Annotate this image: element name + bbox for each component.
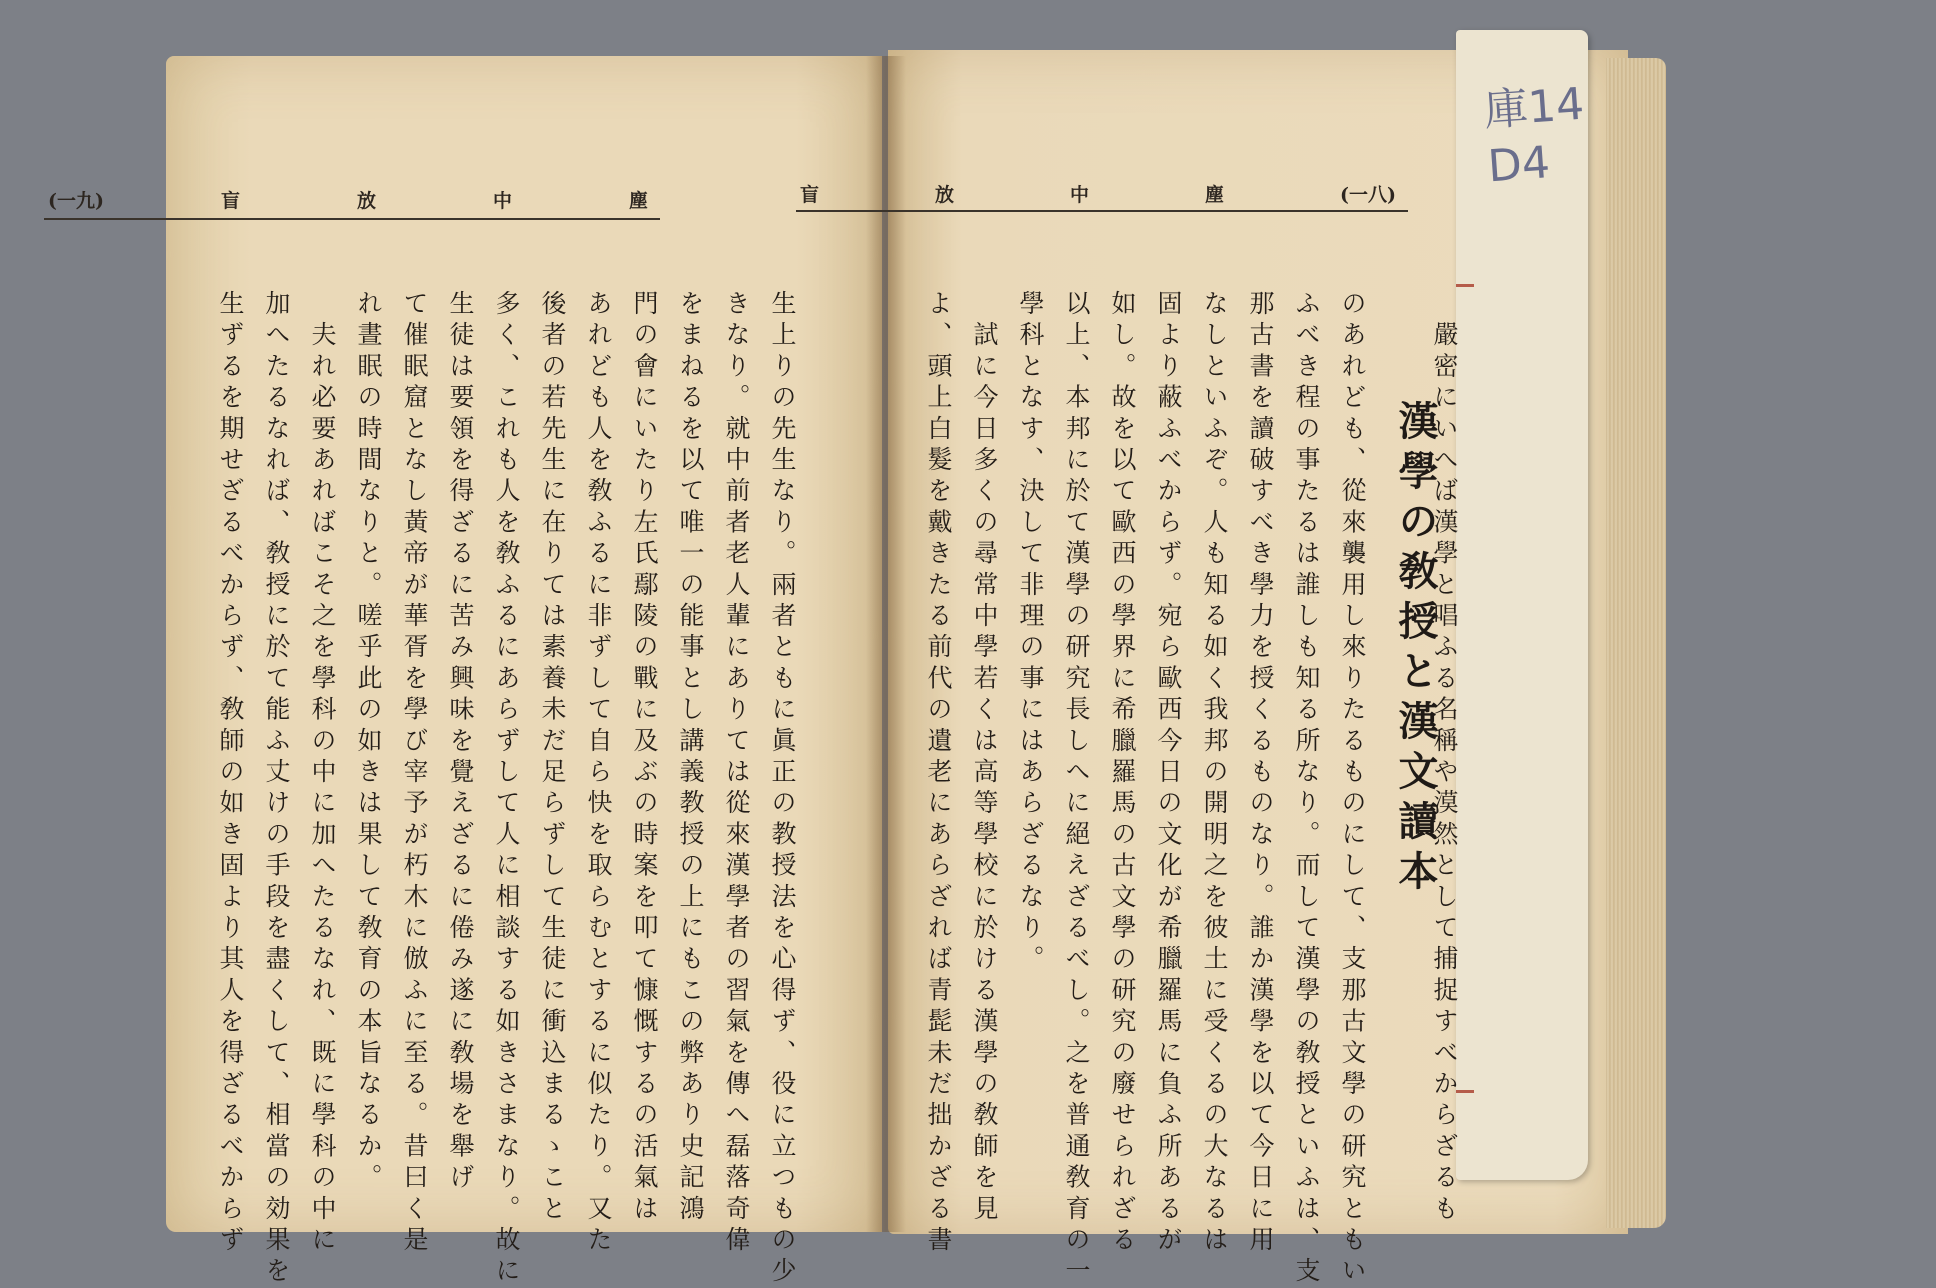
text-column: 加へたるなれば、敎授に於て能ふ丈けの手段を盡くして、相當の効果を (262, 290, 291, 1288)
text-column: ふべき程の事たるは誰しも知る所なり。而して漢學の敎授といふは、支 (1292, 290, 1321, 1288)
text-column: 生上りの先生なり。兩者ともに眞正の教授法を心得ず、役に立つもの少 (768, 290, 797, 1288)
text-column: きなり。就中前者老人輩にありては從來漢學者の習氣を傳へ磊落奇偉 (722, 290, 751, 1258)
header-rule (796, 210, 1408, 212)
running-title-char: 塵 (1205, 184, 1225, 206)
text-column: なしといふぞ。人も知る如く我邦の開明之を彼土に受くるの大なるは (1200, 290, 1229, 1258)
text-column: 門の會にいたり左氏鄢陵の戰に及ぶの時案を叩て慷慨するの活氣は (630, 290, 659, 1227)
header-rule (44, 218, 660, 220)
text-column: 那古書を讀破すべき學力を授くるものなり。誰か漢學を以て今日に用 (1246, 290, 1275, 1258)
running-title-char: 中 (492, 190, 512, 212)
page-marker-tick (1456, 284, 1474, 287)
text-column: 多く、これも人を敎ふるにあらずして人に相談する如きさまなり。故に (492, 290, 521, 1288)
right-page-header (800, 180, 1396, 207)
page-number: (一九) (48, 190, 104, 212)
running-title-char: 中 (1070, 184, 1090, 206)
page-edges (1606, 58, 1666, 1228)
text-column: 試に今日多くの尋常中學若くは高等學校に於ける漢學の敎師を見 (970, 290, 999, 1226)
left-page-header (48, 186, 648, 213)
book-gutter (866, 56, 906, 1232)
page-number: (一八) (1340, 184, 1396, 206)
text-column: 嚴密にいへば漢學と唱ふる名稱や漠然として捕捉すべからざるも (1430, 290, 1459, 1226)
running-title-char: 盲 (800, 184, 820, 206)
text-column: 以上、本邦に於て漢學の研究長しへに絕えざるべし。之を普通敎育の一 (1062, 290, 1091, 1288)
text-column: 如し。故を以て歐西の學界に希臘羅馬の古文學の研究の廢せられざる (1108, 290, 1137, 1258)
library-label-slip (1456, 30, 1588, 1180)
running-title-char: 塵 (628, 190, 648, 212)
text-column: れ晝眠の時間なりと。嗟乎此の如きは果して敎育の本旨なるか。 (354, 290, 383, 1195)
running-title-char: 放 (356, 190, 376, 212)
text-column: 生ずるを期せざるべからず、敎師の如き固より其人を得ざるべからず (216, 290, 245, 1258)
article-title: 漢學の敎授と漢文讀本 (1392, 400, 1439, 900)
text-column: て催眠窟となし黃帝が華胥を學び宰予が朽木に倣ふに至る。昔曰く是 (400, 290, 429, 1258)
text-column: のあれども、從來襲用し來りたるものにして、支那古文學の研究ともい (1338, 290, 1367, 1288)
text-column: 夫れ必要あればこそ之を學科の中に加へたるなれ、既に學科の中に (308, 290, 337, 1258)
text-column: 學科となす、決して非理の事にはあらざるなり。 (1016, 290, 1045, 977)
text-column: あれども人を敎ふるに非ずして自ら快を取らむとするに似たり。又た (584, 290, 613, 1258)
text-column: よ、頭上白髮を戴きたる前代の遺老にあらざれば青髭未だ拙かざる書 (924, 290, 953, 1258)
text-column: 後者の若先生に在りては素養未だ足らずして生徒に衝込まるゝこと (538, 290, 567, 1226)
text-column: 生徒は要領を得ざるに苦み興味を覺えざるに倦み遂に敎場を舉げ (446, 290, 475, 1195)
text-column: 固より蔽ふべからず。宛ら歐西今日の文化が希臘羅馬に負ふ所あるが (1154, 290, 1183, 1258)
running-title-char: 盲 (220, 190, 240, 212)
running-title-char: 放 (935, 184, 955, 206)
label-slip-text: 庫14 D4 (1482, 78, 1586, 193)
text-column: をまねるを以て唯一の能事とし講義教授の上にもこの弊あり史記鴻 (676, 290, 705, 1226)
